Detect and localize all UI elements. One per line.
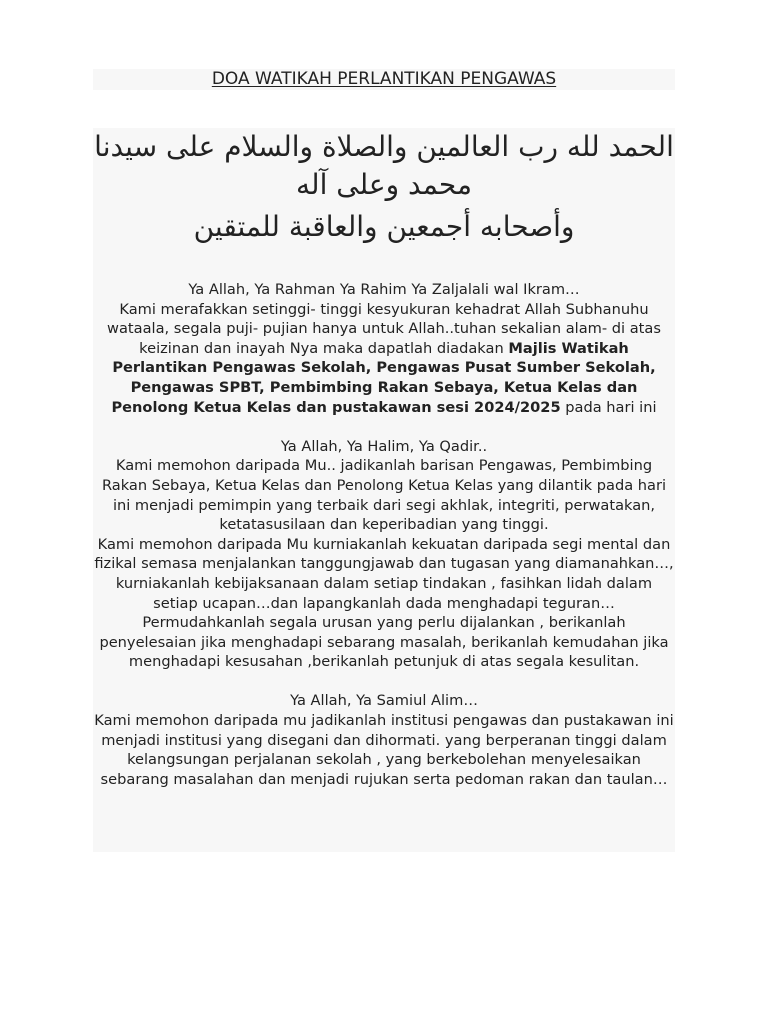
paragraph-3a: Kami memohon daripada mu jadikanlah institusi pengawas dan pustakawan ini menjadi institusi yang disegani dan dihormati. yang berperanan tinggi dalam kelangsungan perjalanan sekolah , yang berkebolehan menyelesaikan sebarang masalahan dan menjadi rujukan serta pedoman rakan dan taulan…: [94, 712, 674, 788]
spacer: [93, 672, 675, 692]
paragraph-1: [93, 300, 675, 418]
prayer-text: [93, 280, 675, 789]
paragraph-1-lead: Kami merafakkan setinggi- tinggi kesyukuran kehadrat Allah Subhanuhu wataala, segala puji- pujian hanya untuk Allah..tuhan sekalian alam- di atas keizinan dan inayah Nya maka dapatlah diadakan: [107, 300, 661, 357]
paragraph-2b: Kami memohon daripada Mu kurniakanlah kekuatan daripada segi mental dan fizikal semasa menjalankan tanggungjawab dan tugasan yang diamanahkan…, kurniakanlah kebijaksanaan dalam setiap tindakan , fasihkan lidah dalam setiap ucapan…dan lapangkanlah dada menghadapi teguran…: [94, 535, 674, 612]
arabic-opening-line-1: الحمد لله رب العالمين والصلاة والسلام على سيدنا محمد وعلى آله: [94, 130, 674, 201]
paragraph-3-invocation: Ya Allah, Ya Samiul Alim…: [290, 692, 478, 710]
arabic-opening-line-2: وأصحابه أجمعين والعاقبة للمتقين: [193, 210, 575, 243]
document-body: [93, 128, 675, 852]
title-bar: [93, 69, 675, 90]
document-title: DOA WATIKAH PERLANTIKAN PENGAWAS: [211, 69, 557, 89]
paragraph-1-tail: pada hari ini: [560, 398, 657, 416]
paragraph-1-event-name: Majlis Watikah Perlantikan Pengawas Sekolah, Pengawas Pusat Sumber Sekolah, Pengawas SPBT, Pembimbing Rakan Sebaya, Ketua Kelas dan Penolong Ketua Kelas dan pustakawan sesi 2024/2025: [111, 339, 656, 416]
spacer: [93, 417, 675, 437]
paragraph-2-invocation: Ya Allah, Ya Halim, Ya Qadir..: [280, 437, 488, 455]
paragraph-1-invocation: Ya Allah, Ya Rahman Ya Rahim Ya Zaljalali wal Ikram…: [188, 281, 580, 298]
paragraph-2c: Permudahkanlah segala urusan yang perlu dijalankan , berikanlah penyelesaian jika menghadapi sebarang masalah, berikanlah kemudahan jika menghadapi kesusahan ,berikanlah petunjuk di atas segala kesulitan.: [99, 614, 669, 671]
paragraph-2a: Kami memohon daripada Mu.. jadikanlah barisan Pengawas, Pembimbing Rakan Sebaya, Ketua Kelas dan Penolong Ketua Kelas yang dilantik pada hari ini menjadi pemimpin yang terbaik dari segi akhlak, integriti, perwatakan, ketatasusilaan dan keperibadian yang tinggi.: [101, 457, 667, 534]
